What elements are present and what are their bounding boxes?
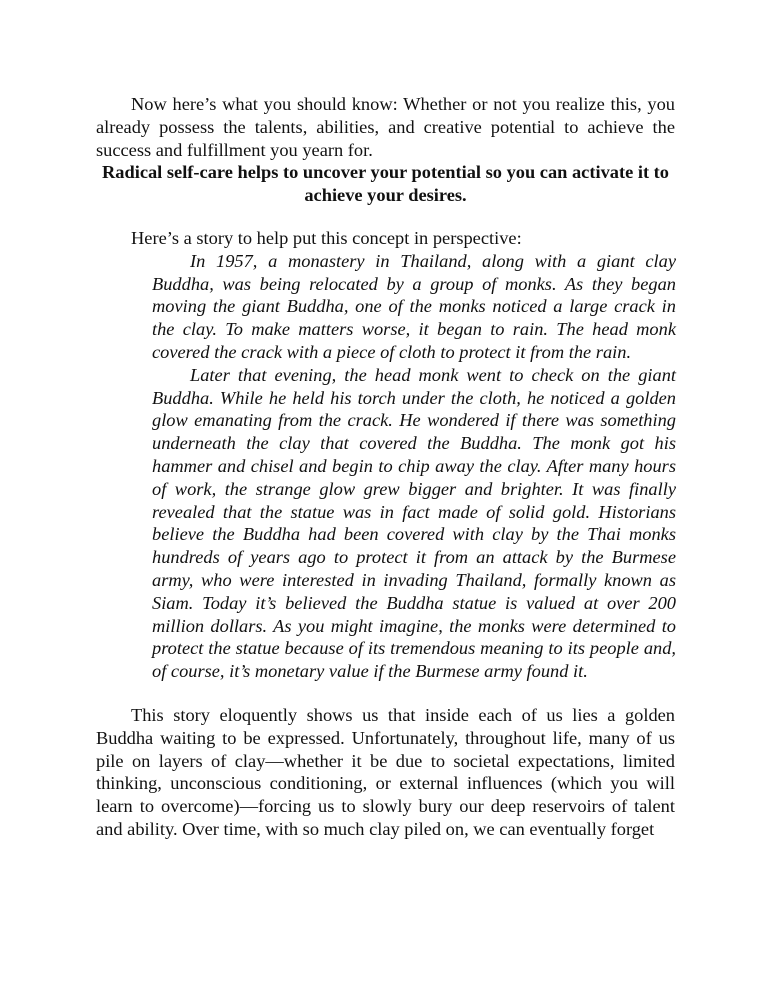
story-blockquote <box>152 250 676 683</box>
story-paragraph-1: In 1957, a monastery in Thailand, along with a giant clay Buddha, was being relocated by a group of monks. As they began moving the giant Buddha, one of the monks noticed a large crack in the clay. To make matters worse, it began to rain. The head monk covered the crack with a piece of cloth to protect it from the rain. <box>152 250 676 362</box>
document-page <box>96 93 675 841</box>
bold-highlight: Radical self-care helps to uncover your potential so you can activate it to achieve your desires. <box>102 162 669 206</box>
paragraph-conclusion: This story eloquently shows us that inside each of us lies a golden Buddha waiting to be expressed. Unfortunately, throughout life, many of us pile on layers of clay—whether it be due to societal expectations, limited thinking, unconscious conditioning, or external influences (which you will learn to overcome)—forcing us to slowly bury our deep reservoirs of talent and ability. Over time, with so much clay piled on, we can eventually forget <box>96 704 675 839</box>
story-intro: Here’s a story to help put this concept in perspective: <box>131 227 522 248</box>
spacer <box>96 207 675 227</box>
spacer <box>96 683 675 704</box>
story-paragraph-2: Later that evening, the head monk went to check on the giant Buddha. While he held his torch under the cloth, he noticed a golden glow emanating from the crack. He wondered if there was something underneath the clay that covered the Buddha. The monk got his hammer and chisel and begin to chip away the clay. After many hours of work, the strange glow grew bigger and brighter. It was finally revealed that the statue was in fact made of solid gold. Historians believe the Buddha had been covered with clay by the Thai monks hundreds of years ago to protect it from an attack by the Burmese army, who were interested in invading Thailand, formally known as Siam. Today it’s believed the Buddha statue is valued at over 200 million dollars. As you might imagine, the monks were determined to protect the statue because of its tremendous meaning to its people and, of course, it’s monetary value if the Burmese army found it. <box>152 364 676 682</box>
paragraph-intro: Now here’s what you should know: Whether or not you realize this, you already possess the talents, abilities, and creative potential to achieve the success and fulfillment you yearn for. <box>96 94 675 160</box>
